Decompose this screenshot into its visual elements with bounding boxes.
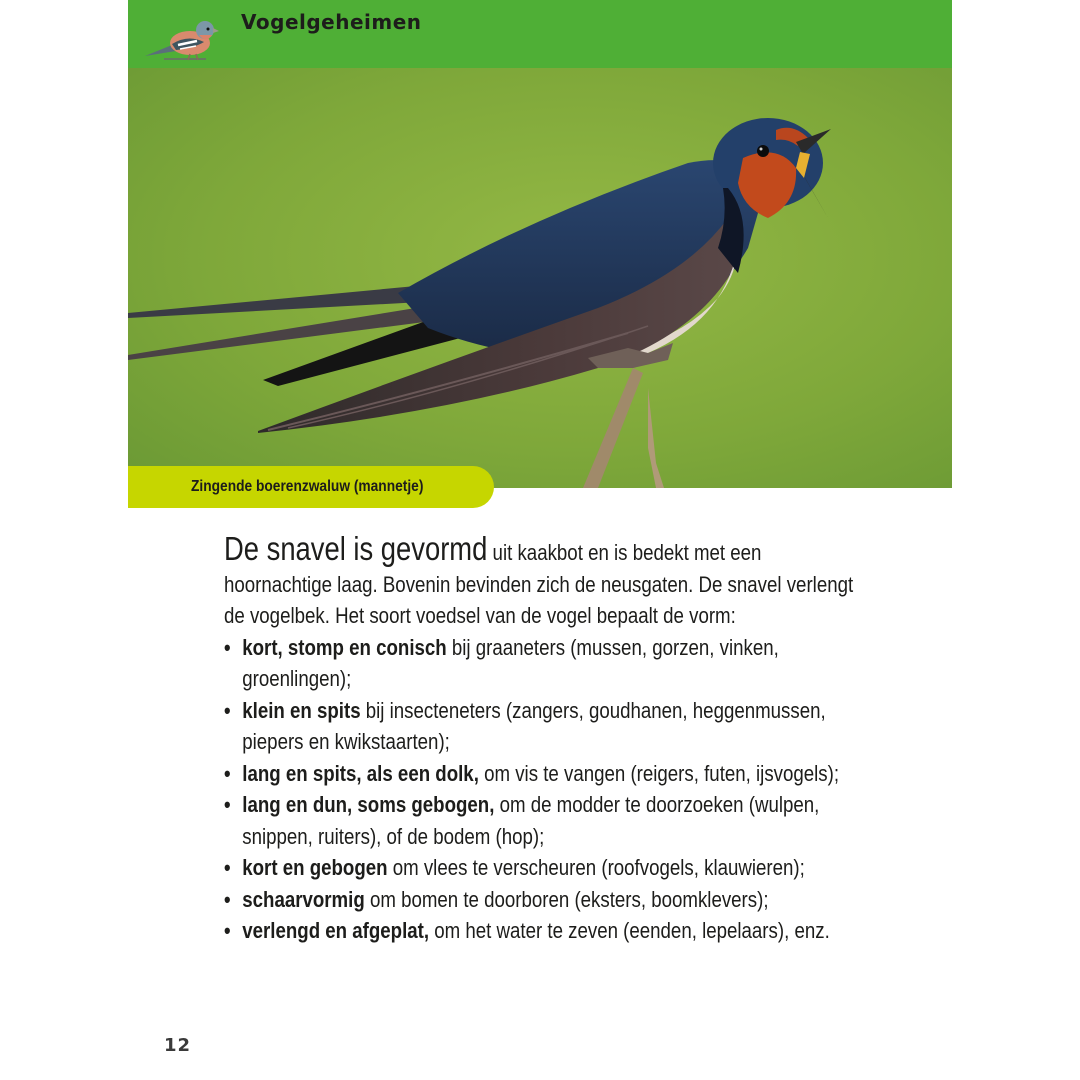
- bullet-term: kort, stomp en conisch: [242, 634, 447, 660]
- lead-heading: De snavel is gevormd: [224, 530, 488, 567]
- list-item: [224, 789, 855, 852]
- bullet-term: kort en gebogen: [242, 855, 388, 880]
- list-item: [224, 884, 855, 916]
- photo-caption: Zingende boerenzwaluw (mannetje): [191, 478, 424, 495]
- bullet-text: om vis te vangen (reigers, futen, ijsvogels);: [478, 760, 840, 786]
- bullet-term: verlengd en afgeplat,: [242, 918, 430, 943]
- bullet-term: schaarvormig: [242, 886, 365, 912]
- bullet-term: lang en dun, soms gebogen,: [242, 792, 495, 817]
- bullet-text: bij insecteneters (zangers, goudhanen, heggenmussen, piepers en kwikstaarten);: [242, 697, 826, 754]
- bullet-text: om het water te zeven (eenden, lepelaars), enz.: [429, 918, 830, 943]
- bullet-term: lang en spits, als een dolk,: [242, 760, 479, 786]
- list-item: [224, 852, 855, 884]
- bullet-text: om de modder te doorzoeken (wulpen, snippen, ruiters), of de bodem (hop);: [242, 792, 820, 849]
- page-number: 12: [164, 1035, 192, 1056]
- intro-paragraph: [224, 530, 855, 632]
- bullet-text: bij graaneters (mussen, gorzen, vinken, groenlingen);: [242, 634, 779, 691]
- list-item: [224, 758, 855, 790]
- list-item: [224, 632, 855, 695]
- intro-text: uit kaakbot en is bedekt met een hoornachtige laag. Bovenin bevinden zich de neusgaten. De snavel verlengt de vogelbek. Het soort voedsel van de vogel bepaalt de vorm:: [224, 540, 854, 628]
- list-item: [224, 915, 855, 947]
- beak-shape-list: [224, 632, 855, 947]
- article-body: [224, 530, 855, 947]
- bullet-text: om vlees te verscheuren (roofvogels, klauwieren);: [387, 855, 805, 880]
- chapter-title: Vogelgeheimen: [241, 10, 422, 34]
- chaffinch-logo-icon: [142, 8, 220, 68]
- bullet-term: klein en spits: [242, 697, 361, 723]
- list-item: [224, 695, 855, 758]
- swallow-photo: [128, 68, 952, 488]
- bullet-text: om bomen te doorboren (eksters, boomklevers);: [364, 886, 769, 912]
